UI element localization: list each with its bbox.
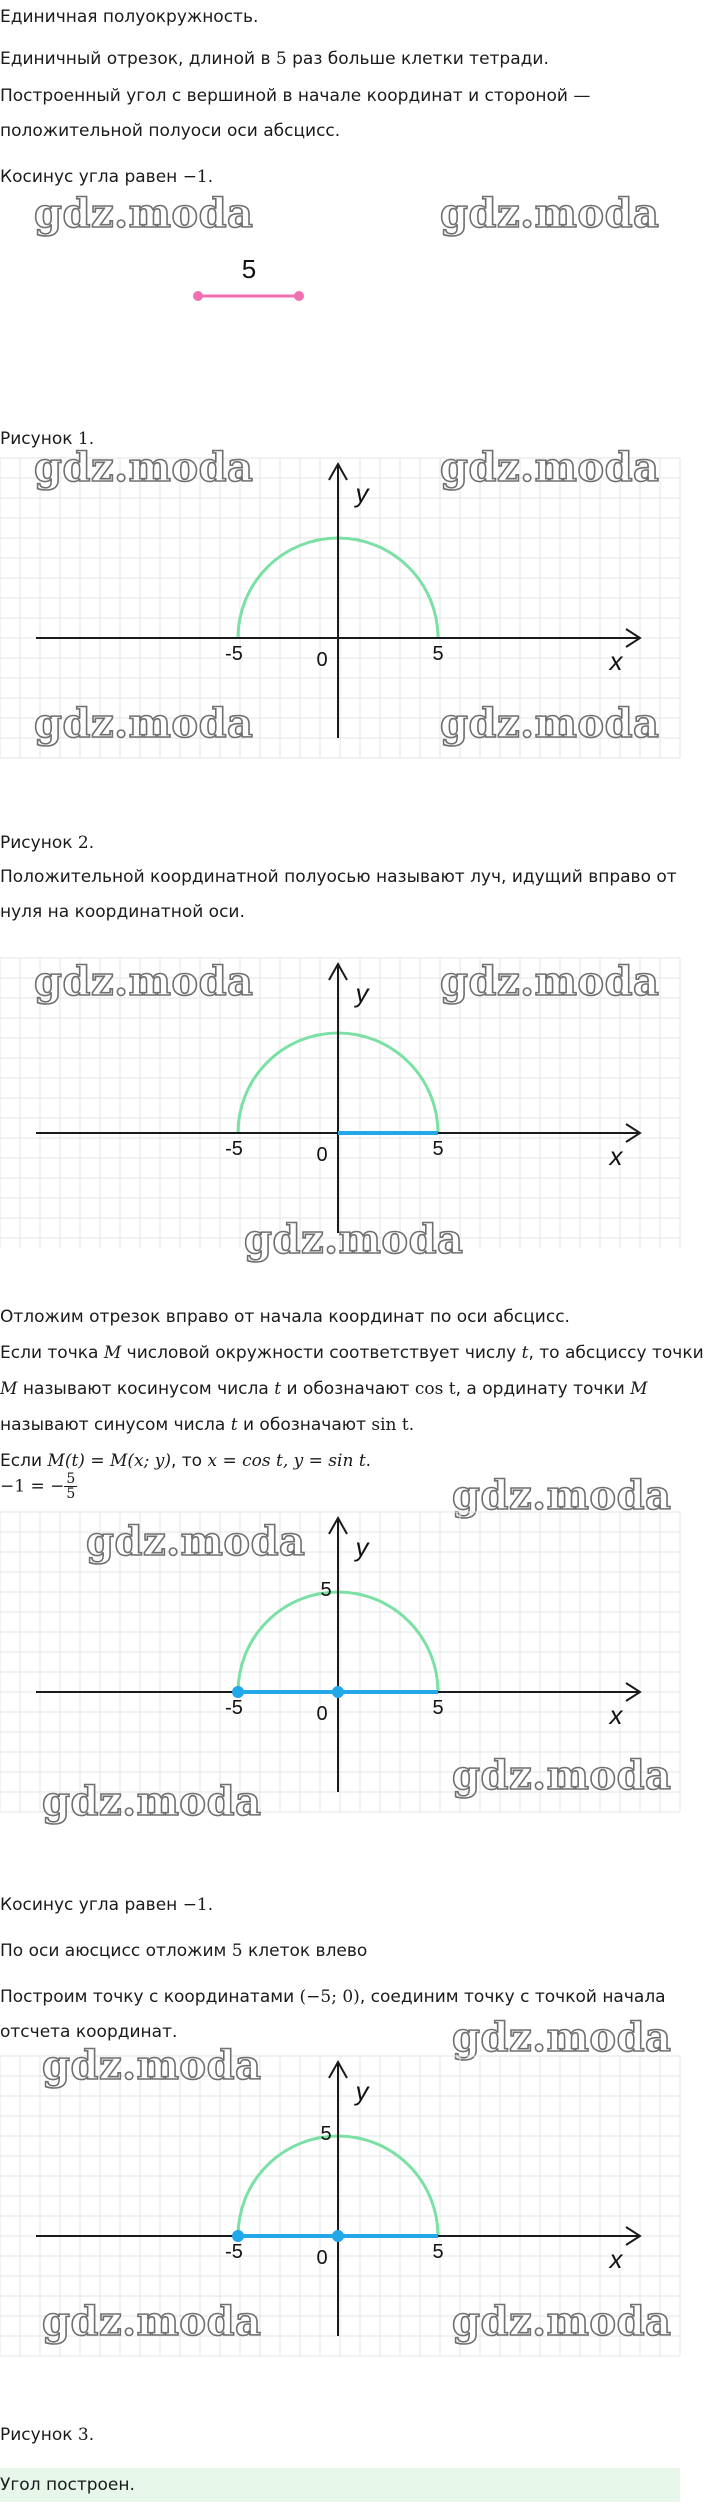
watermark: gdz.moda <box>440 190 660 237</box>
origin-label: 0 <box>316 1144 328 1166</box>
line-unit-segment: Единичный отрезок, длиной в 5 раз больше клетки тетради. <box>0 49 549 69</box>
result-text: Угол построен. <box>0 2475 135 2495</box>
tick-label-minus-5: -5 <box>225 1697 243 1719</box>
x-axis-label: x <box>609 646 623 676</box>
origin-label: 0 <box>316 649 328 671</box>
line-angle-construction: Построенный угол с вершиной в начале координат и стороной — <box>0 86 591 106</box>
watermark: gdz.moda <box>34 700 254 747</box>
watermark: gdz.moda <box>452 1472 672 1519</box>
x-axis-label: x <box>609 1141 623 1171</box>
tick-label-minus-5: -5 <box>225 643 243 665</box>
point-origin <box>332 1686 344 1698</box>
line-cosine-value: Косинус угла равен −1. <box>0 167 214 187</box>
origin-label: 0 <box>316 1703 328 1725</box>
line-build-point: Построим точку с координатами (−5; 0), соединим точку с точкой начала <box>0 1987 666 2007</box>
tick-label-5: 5 <box>432 2241 444 2263</box>
unit-segment-end <box>294 291 304 301</box>
line-build-point-2: отсчета координат. <box>0 2022 178 2042</box>
watermark: gdz.moda <box>452 1752 672 1799</box>
tick-label-minus-5: -5 <box>225 2241 243 2263</box>
watermark: gdz.moda <box>42 1778 262 1825</box>
line-sine-definition: называют синусом числа t и обозначают sin t. <box>0 1415 415 1435</box>
unit-segment <box>180 250 320 310</box>
tick-label-y-5: 5 <box>320 2123 332 2145</box>
y-axis-label: y <box>355 2076 369 2106</box>
watermark: gdz.moda <box>440 958 660 1005</box>
watermark: gdz.moda <box>42 2042 262 2089</box>
watermark: gdz.moda <box>86 1518 306 1565</box>
line-angle-construction-2: положительной полуоси оси абсцисс. <box>0 121 341 141</box>
y-axis-label: y <box>355 978 369 1008</box>
line-positive-half-axis-2: нуля на координатной оси. <box>0 902 245 922</box>
watermark: gdz.moda <box>244 1216 464 1263</box>
line-unit-semicircle: Единичная полуокружность. <box>0 7 259 27</box>
line-cosine-definition-2: M называют косинусом числа t и обозначают cos t, а ординату точки M <box>0 1379 648 1399</box>
tick-label-5: 5 <box>432 643 444 665</box>
line-lay-segment: Отложим отрезок вправо от начала координат по оси абсцисс. <box>0 1307 570 1327</box>
figure-caption-2: Рисунок 2. <box>0 833 95 853</box>
watermark: gdz.moda <box>42 2298 262 2345</box>
watermark: gdz.moda <box>34 444 254 491</box>
figure-caption-1: Рисунок 1. <box>0 429 95 449</box>
x-axis-label: x <box>609 2244 623 2274</box>
tick-label-5: 5 <box>432 1697 444 1719</box>
unit-segment-label: 5 <box>241 254 257 284</box>
tick-label-minus-5: -5 <box>225 1138 243 1160</box>
watermark: gdz.moda <box>440 700 660 747</box>
line-coordinates-formula: Если M(t) = M(x; y), то x = cos t, y = sin t. <box>0 1451 372 1471</box>
unit-segment-start <box>193 291 203 301</box>
tick-label-5: 5 <box>432 1138 444 1160</box>
y-axis-label: y <box>355 478 369 508</box>
y-axis-label: y <box>355 1532 369 1562</box>
watermark: gdz.moda <box>34 190 254 237</box>
watermark: gdz.moda <box>452 2014 672 2061</box>
line-cosine-value-2: Косинус угла равен −1. <box>0 1895 214 1915</box>
watermark: gdz.moda <box>34 958 254 1005</box>
figure-caption-3: Рисунок 3. <box>0 2425 95 2445</box>
x-axis-label: x <box>609 1700 623 1730</box>
line-cosine-definition: Если точка M числовой окружности соответствует числу t, то абсциссу точки <box>0 1343 704 1363</box>
line-fraction: −1 = − $\frac{5}{5}$ <box>0 1471 76 1502</box>
point-origin <box>332 2230 344 2242</box>
line-lay-left: По оси аюсцисс отложим 5 клеток влево <box>0 1941 368 1961</box>
tick-label-y-5: 5 <box>320 1579 332 1601</box>
origin-label: 0 <box>316 2247 328 2269</box>
line-positive-half-axis: Положительной координатной полуосью называют луч, идущий вправо от <box>0 867 677 887</box>
watermark: gdz.moda <box>452 2298 672 2345</box>
watermark: gdz.moda <box>440 444 660 491</box>
